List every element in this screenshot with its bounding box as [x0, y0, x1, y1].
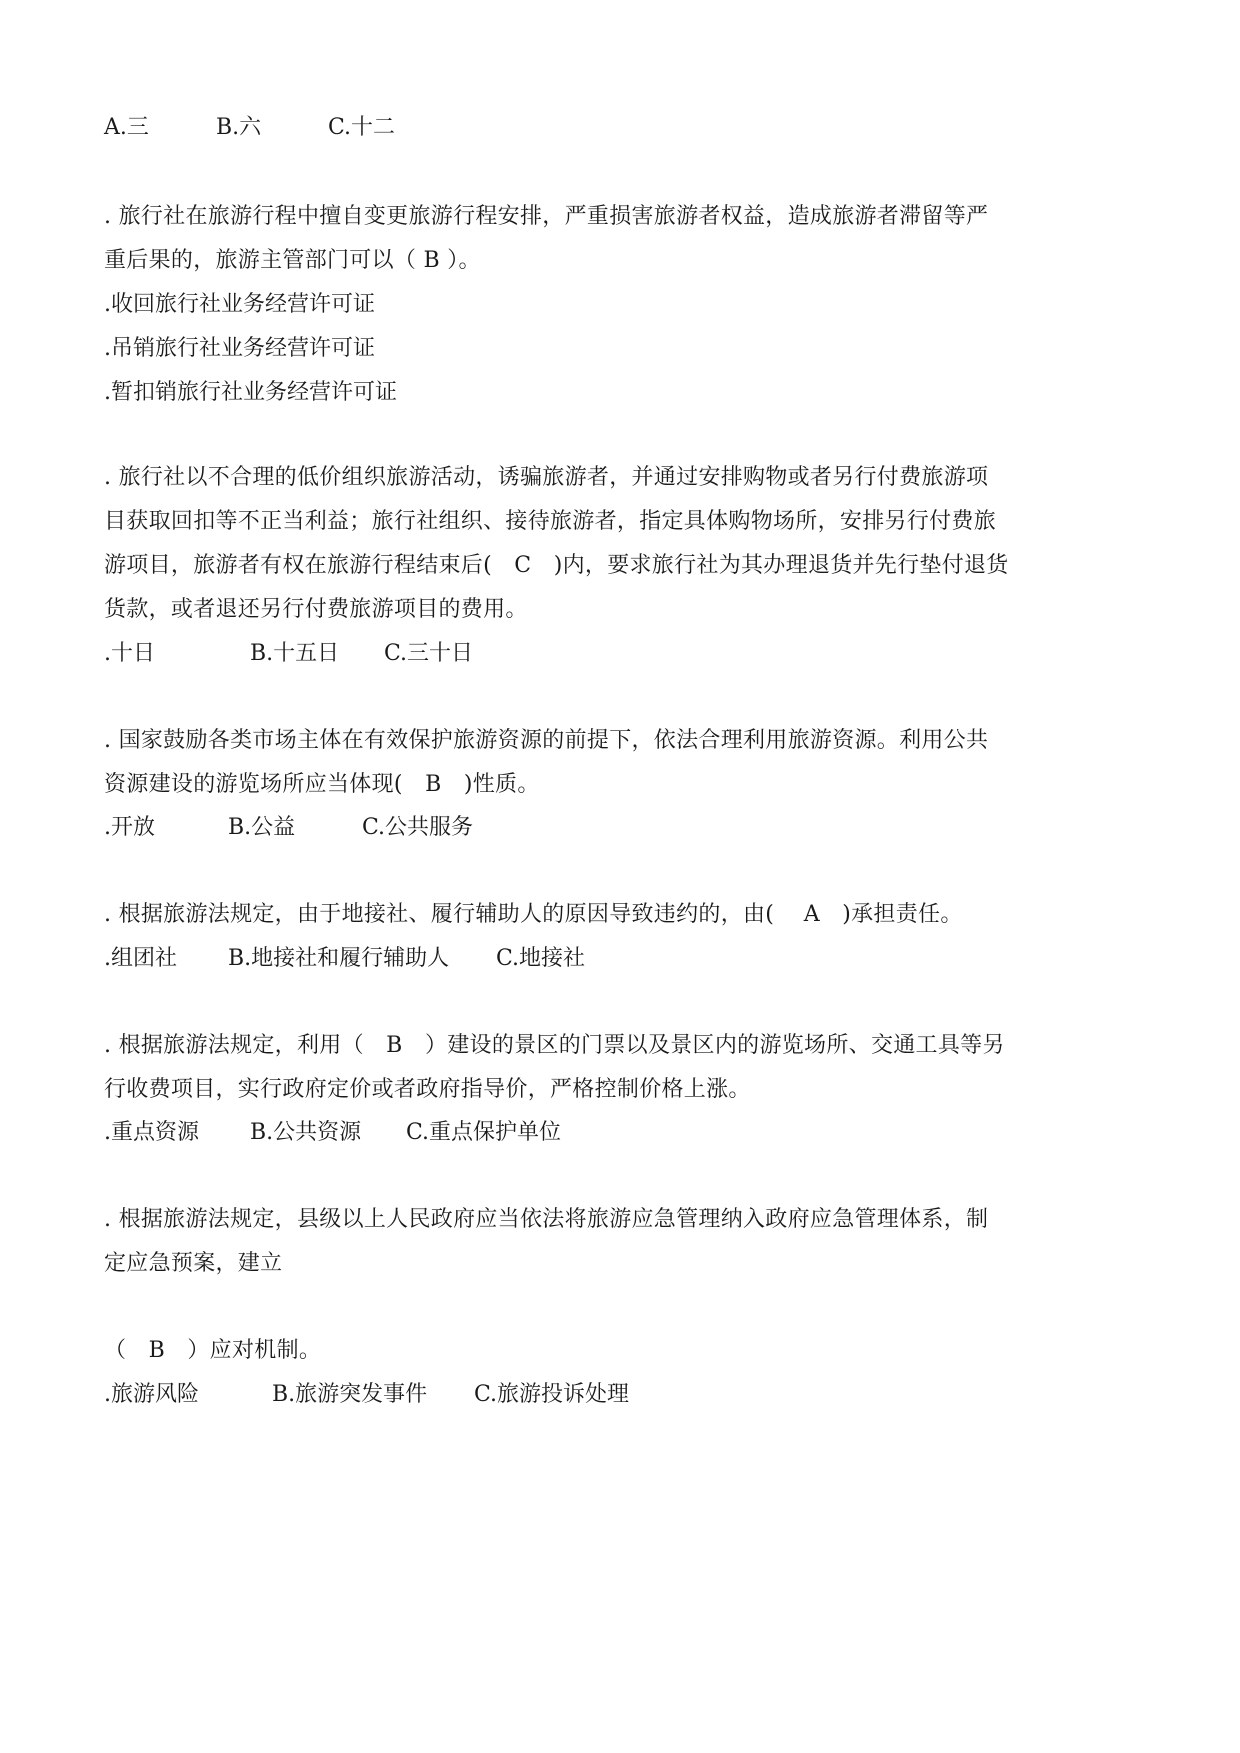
- question-text-line: . 国家鼓励各类市场主体在有效保护旅游资源的前提下，依法合理利用旅游资源。利用公共: [104, 728, 989, 753]
- option-b: .吊销旅行社业务经营许可证: [104, 336, 375, 361]
- question-text-line: 重后果的，旅游主管部门可以（ B ）。: [104, 248, 481, 273]
- option-b: B.十五日: [250, 641, 340, 666]
- question-text-line: . 根据旅游法规定，县级以上人民政府应当依法将旅游应急管理纳入政府应急管理体系，制: [104, 1207, 989, 1232]
- option-a: A.三: [104, 115, 149, 140]
- option-b: B.六: [216, 115, 262, 140]
- option-c: C.三十日: [384, 641, 474, 666]
- option-b: B.公共资源: [250, 1120, 362, 1145]
- option-b: B.旅游突发事件: [272, 1382, 428, 1407]
- question-text-line: . 旅行社在旅游行程中擅自变更旅游行程安排，严重损害旅游者权益，造成旅游者滞留等严: [104, 204, 989, 229]
- option-a: .重点资源: [104, 1120, 199, 1145]
- option-a: .十日: [104, 641, 155, 666]
- question-text-line: （ B ）应对机制。: [104, 1338, 322, 1363]
- option-c: C.旅游投诉处理: [474, 1382, 630, 1407]
- question-text-line: . 旅行社以不合理的低价组织旅游活动，诱骗旅游者，并通过安排购物或者另行付费旅游项: [104, 465, 989, 490]
- option-a: .收回旅行社业务经营许可证: [104, 292, 375, 317]
- option-a: .组团社: [104, 946, 177, 971]
- option-c: C.重点保护单位: [406, 1120, 562, 1145]
- option-c: C.十二: [328, 115, 396, 140]
- option-c: C.公共服务: [362, 815, 474, 840]
- question-text-line: 资源建设的游览场所应当体现( B )性质。: [104, 772, 540, 797]
- question-text-line: . 根据旅游法规定，利用（ B ）建设的景区的门票以及景区内的游览场所、交通工具等另: [104, 1033, 1005, 1058]
- question-text-line: 行收费项目，实行政府定价或者政府指导价，严格控制价格上涨。: [104, 1077, 751, 1102]
- question-text-line: 目获取回扣等不正当利益；旅行社组织、接待旅游者，指定具体购物场所，安排另行付费旅: [104, 509, 997, 534]
- option-b: B.公益: [228, 815, 296, 840]
- option-a: .开放: [104, 815, 155, 840]
- option-a: .旅游风险: [104, 1382, 199, 1407]
- question-text-line: 货款，或者退还另行付费旅游项目的费用。: [104, 597, 528, 622]
- option-c: .暂扣销旅行社业务经营许可证: [104, 380, 397, 405]
- question-text-line: 定应急预案，建立: [104, 1251, 283, 1276]
- question-text-line: 游项目，旅游者有权在旅游行程结束后( C )内，要求旅行社为其办理退货并先行垫付退货: [104, 553, 1009, 578]
- question-text-line: . 根据旅游法规定，由于地接社、履行辅助人的原因导致违约的，由( A )承担责任。: [104, 902, 963, 927]
- option-c: C.地接社: [496, 946, 586, 971]
- option-b: B.地接社和履行辅助人: [228, 946, 450, 971]
